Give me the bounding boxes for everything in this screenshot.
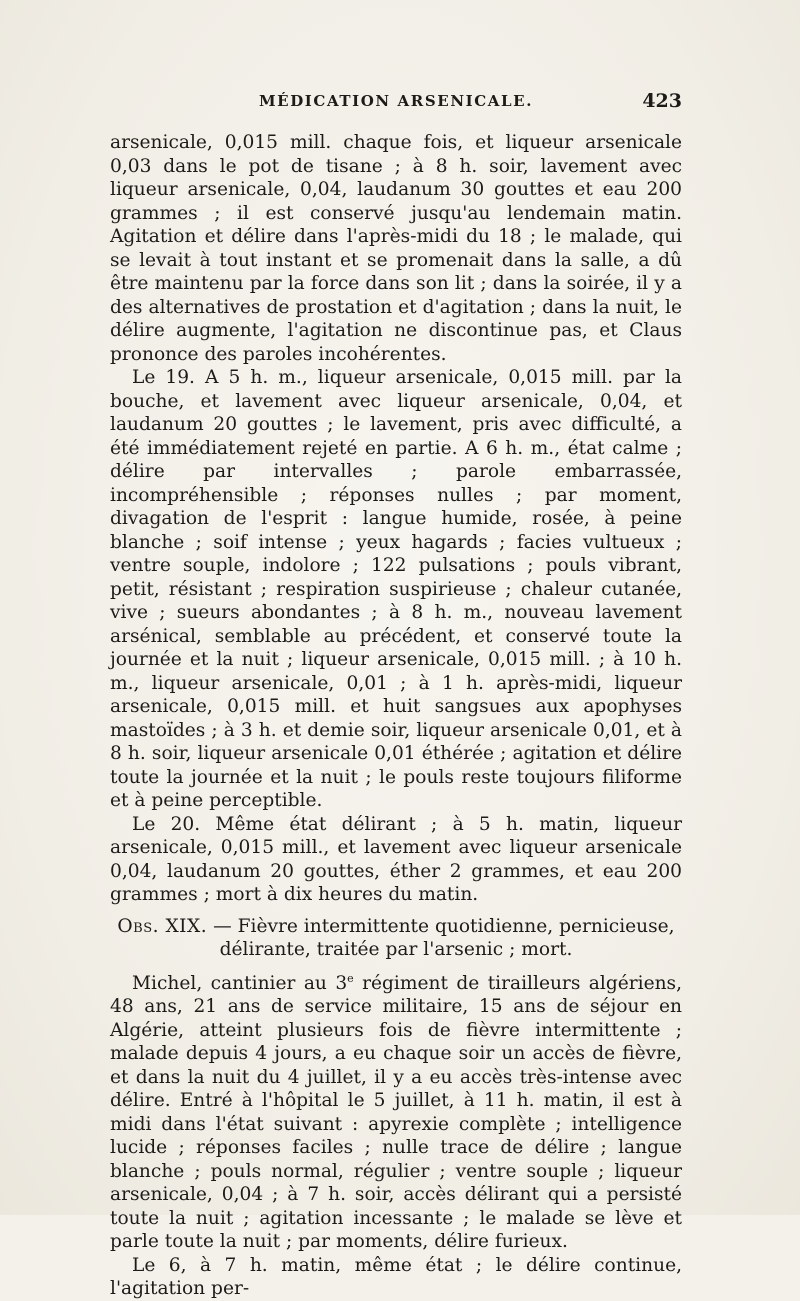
paragraph-case-history xyxy=(110,972,682,1254)
page-header xyxy=(110,92,682,122)
paragraph-day-20: Le 20. Même état délirant ; à 5 h. matin, liqueur arsenicale, 0,015 mill., et lavement avec liqueur arsenicale 0,04, laudanum 20 gouttes, éther 2 grammes, et eau 200 grammes ; mort à dix heures du matin. xyxy=(110,813,682,905)
case-history-rest: régiment de tirailleurs algériens, 48 ans, 21 ans de service militaire, 15 ans de séjour en Algérie, atteint plusieurs fois de fièvre intermittente ; malade depuis 4 jours, a eu chaque soir un accès de fièvre, et dans la nuit du 4 juillet, il y a eu accès très-intense avec délire. Entré à l'hôpital le 5 juillet, à 11 h. matin, il est à midi dans l'état suivant : apyrexie complète ; intelligence lucide ; réponses faciles ; nulle trace de délire ; langue blanche ; pouls normal, régulier ; ventre souple ; liqueur arsenicale, 0,04 ; à 7 h. soir, accès délirant qui a persisté toute la nuit ; agitation incessante ; le malade se lève et parle toute la nuit ; par moments, délire furieux. xyxy=(110,972,682,1252)
observation-title-line-2: délirante, traitée par l'arsenic ; mort. xyxy=(219,939,573,960)
observation-title-line-1: — Fièvre intermittente quotidienne, pernicieuse, xyxy=(213,915,675,937)
body-text xyxy=(110,131,682,1301)
paragraph-day-6: Le 6, à 7 h. matin, même état ; le délire continue, l'agitation per- xyxy=(110,1254,682,1299)
observation-label: Obs. XIX. xyxy=(117,915,208,937)
case-history-start: Michel, cantinier au 3 xyxy=(132,972,348,994)
ordinal-superscript: e xyxy=(347,971,354,985)
paragraph-day-19: Le 19. A 5 h. m., liqueur arsenicale, 0,015 mill. par la bouche, et lavement avec liqueur arsenicale, 0,04, et laudanum 20 gouttes ; le lavement, pris avec difficulté, a été immédiatement rejeté en partie. A 6 h. m., état calme ; délire par intervalles ; parole embarrassée, incompréhensible ; réponses nulles ; par moment, divagation de l'esprit : langue humide, rosée, à peine blanche ; soif intense ; yeux hagards ; facies vultueux ; ventre souple, indolore ; 122 pulsations ; pouls vibrant, petit, résistant ; respiration suspirieuse ; chaleur cutanée, vive ; sueurs abondantes ; à 8 h. m., nouveau lavement arsénical, semblable au précédent, et conservé toute la journée et la nuit ; liqueur arsenicale, 0,015 mill. ; à 10 h. m., liqueur arsenicale, 0,01 ; à 1 h. après-midi, liqueur arsenicale, 0,015 mill. et huit sangsues aux apophyses mastoïdes ; à 3 h. et demie soir, liqueur arsenicale 0,01, et à 8 h. soir, liqueur arsenicale 0,01 éthérée ; agitation et délire toute la journée et la nuit ; le pouls reste toujours filiforme et à peine perceptible. xyxy=(110,367,682,811)
observation-heading xyxy=(110,915,682,962)
page-number: 423 xyxy=(642,90,682,112)
running-title: MÉDICATION ARSENICALE. xyxy=(258,92,534,110)
paragraph-continuation: arsenicale, 0,015 mill. chaque fois, et liqueur arsenicale 0,03 dans le pot de tisane ; à 8 h. soir, lavement avec liqueur arsenicale, 0,04, laudanum 30 gouttes et eau 200 grammes ; il est conservé jusqu'au lendemain matin. Agitation et délire dans l'après-midi du 18 ; le malade, qui se levait à tout instant et se promenait dans la salle, a dû être maintenu par la force dans son lit ; dans la soirée, il y a des alternatives de prostation et d'agitation ; dans la nuit, le délire augmente, l'agitation ne discontinue pas, et Claus prononce des paroles incohérentes. xyxy=(110,132,682,365)
